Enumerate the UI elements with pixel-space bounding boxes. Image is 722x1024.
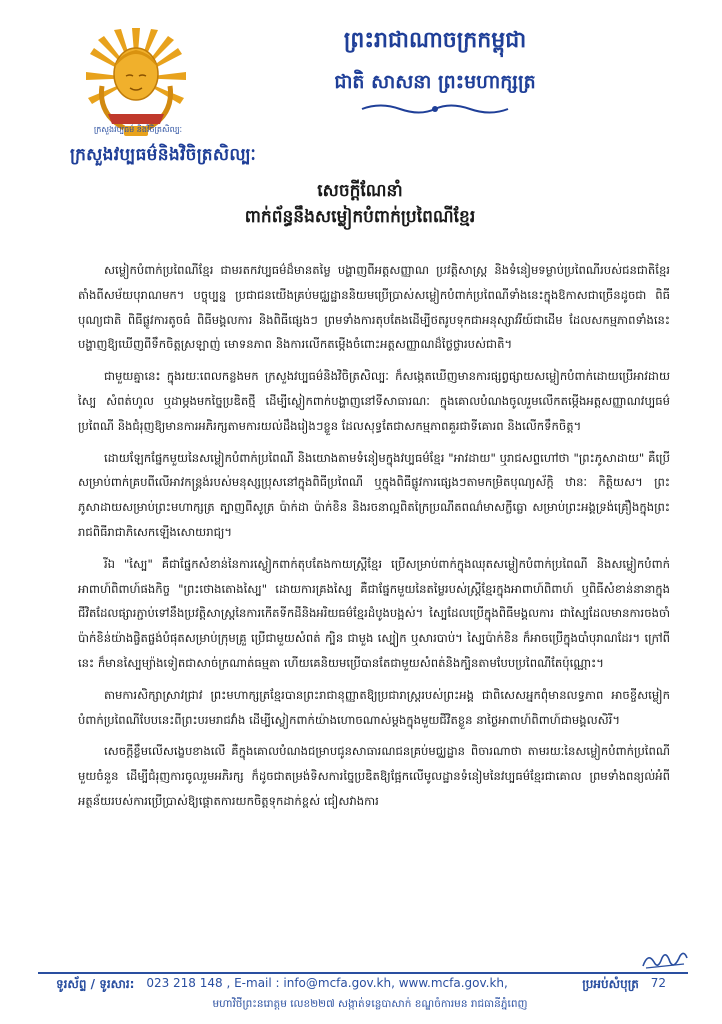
footer-contact: [56, 976, 666, 994]
document-subtitle: ពាក់ព័ន្ធនឹងសម្លៀកបំពាក់ប្រពៃណីខ្មែរ: [244, 207, 476, 227]
body-paragraph: ដោយឡែកផ្នែកមួយនៃសម្លៀកបំពាក់ប្រពៃណី និងយោងតាមទំនៀមក្នុងវប្បធម៌ខ្មែរ "អាវដាយ" ឬរាជសព្ទហៅថា "ព្រះភូសាដាយ" គឺប្រើសម្រាប់ពាក់គ្របពីលើអាវកន្រ្តង់របស់មនុស្សប្រុសនៅក្នុងពិធីប្រពៃណី ឬក្នុងពិធីផ្លូវការផ្សេងៗតាមកម្រិតបុណ្យស័ក្តិ ឋានៈ កិត្តិយស។ ព្រះភូសាដាយសម្រាប់ព្រះមហាក្សត្រ ត្បាញពីសូត្រ ប៉ាក់ដា ប៉ាក់ខិន និងរចនាល្អពិតក្រៃប្រណីតពណ៌មាសក្លីធ្លោ សម្រាប់ព្រះអង្គទ្រង់គ្រឿងក្នុងព្រះរាជពិធីរាជាភិសេកឡើងសោយរាជ្យ។: [78, 450, 670, 539]
contact-label: ទូរស័ព្ទ / ទូរសារ:: [56, 977, 135, 991]
document-body: [78, 258, 670, 950]
footer-address: មហាវិថីព្រះនរោត្តម លេខ២២៧ សង្កាត់ទន្លេបាសាក់ ខណ្ឌចំការមន រាជធានីភ្នំពេញ: [212, 998, 528, 1010]
body-paragraph: សម្លៀកបំពាក់ប្រពៃណីខ្មែរ ជាមរតកវប្បធម៌ដ៏មានតម្លៃ បង្ហាញពីអត្តសញ្ញាណ ប្រវត្តិសាស្ត្រ និងទំនៀមទម្លាប់ប្រពៃណីរបស់ជនជាតិខ្មែរតាំងពីសម័យបុរាណមក។ បច្ចុប្បន្ន ប្រជាជនយើងគ្រប់មជ្ឈដ្ឋាននិយមប្រើប្រាស់សម្លៀកបំពាក់ប្រពៃណីទាំងនេះក្នុងឱកាសជាច្រើនដូចជា ពិធីបុណ្យជាតិ ពិធីផ្លូវការតូចធំ ពិធីមង្គលការ និងពិធីផ្សេងៗ ព្រមទាំងការតុបតែងដើម្បីថតរូបទុកជាអនុស្សាវរីយ៍ជាដើម ដែលសកម្មភាពទាំងនេះបង្ហាញឱ្យឃើញពីទឹកចិត្តស្រឡាញ់ មោទនភាព និងការលើកតម្កើងចំពោះអត្តសញ្ញាណដ៏ថ្លៃថ្លារបស់ជាតិ។: [78, 263, 670, 352]
emblem-caption: ក្រសួងវប្បធម៌ និងវិចិត្រសិល្បៈ: [93, 125, 183, 134]
body-paragraph: តាមការសិក្សាស្រាវជ្រាវ ព្រះមហាក្សត្រខ្មែរបានព្រះរាជានុញ្ញាតឱ្យប្រជារាស្ត្ររបស់ព្រះអង្គ ជាពិសេសអ្នកពុំមានលទ្ធភាព អាចខ្ចីសម្លៀកបំពាក់ប្រពៃណីបែបនេះពីព្រះបរមរាជវាំង ដើម្បីស្លៀកពាក់យ៉ាងហោចណាស់ម្តងក្នុងមួយជីវិតខ្លួន នាថ្ងៃអាពាហ៍ពិពាហ៍ជាមង្គលសិរី។: [78, 687, 670, 727]
contact-details: 023 218 148 , E-mail : info@mcfa.gov.kh, www.mcfa.gov.kh,: [146, 976, 508, 990]
header-ornament: [360, 102, 510, 116]
body-paragraph: ជាមួយគ្នានេះ ក្នុងរយៈពេលកន្លងមក ក្រសួងវប្បធម៌និងវិចិត្រសិល្បៈ ក៏សង្កេតឃើញមានការផ្សព្វផ្សាយសម្លៀកបំពាក់ដោយប្រើអាវដាយ ស្បៃ សំពត់ហូល ឬដាម្ភងមកច្នៃប្រឌិតថ្មី ដើម្បីស្លៀកពាក់បង្ហាញនៅទីសាធារណៈ ក្នុងគោលបំណងចូលរួមលើកតម្កើងអត្តសញ្ញាណវប្បធម៌ប្រពៃណី និងជំរុញឱ្យមានការអភិរក្សតាមការយល់ដឹងរៀងៗខ្លួន ដែលសុទ្ធតែជាសកម្មភាពគួរជាទីគោរព និងលើកទឹកចិត្ត។: [78, 369, 670, 433]
po-box-number: 72: [650, 976, 666, 990]
footer-divider: [38, 972, 688, 974]
kingdom-title: ព្រះរាជាណាចក្រកម្ពុជា: [343, 28, 527, 53]
ministry-name: ក្រសួងវប្បធម៌និងវិចិត្រសិល្បៈ: [70, 145, 257, 165]
po-box: [582, 976, 666, 994]
document-title: សេចក្តីណែនាំ: [317, 181, 403, 201]
initials-signature: [640, 948, 690, 972]
body-paragraph: រីឯ "ស្បៃ" គឺជាផ្នែកសំខាន់នៃការស្លៀកពាក់តុបតែងកាយស្ត្រីខ្មែរ ប្រើសម្រាប់ពាក់ក្នុងឈុតសម្លៀកបំពាក់ប្រពៃណី និងសម្លៀកបំពាក់អាពាហ៍ពិពាហ៍ផងកិច្ច "ព្រះថោងតោងស្បៃ" ដោយការគ្រងស្បៃ គឺជាផ្នែកមួយនៃតម្លៃរបស់ស្ត្រីខ្មែរក្នុងអាពាហ៍ពិពាហ៍ ឬពិធីសំខាន់នានាក្នុងជីវិតដែលផ្សារភ្ជាប់ទៅនឹងប្រវត្តិសាស្ត្រនៃការកើតទីកដីនិងអរិយធម៌ខ្មែរដំបូងបង្អស់។ ស្បៃដែលប្រើក្នុងពិធីមង្គលការ ជាស្បៃដែលមានការចងចាំប៉ាក់ខិន់យ៉ាងផ្ចិតផ្ចង់បំផុតសម្រាប់ក្រុមគ្រួ ប្រើជាមួយសំពត់ ក្បិន ជាមួង ស្បៀក ឬសារបាប់។ ស្បៃប៉ាក់ខិន ក៏អាចប្រើក្នុងបាំបុរាណដែរ។ ក្រៅពីនេះ ក៏មានស្បៃម្យ៉ាងទៀតជាសាច់ក្រណាត់ធម្មតា ហើយគេនិយមប្រើបានតែជាមួយសំពត់និងក្បិនតាមបែបប្រពៃណីតែប៉ុណ្ណោះ។: [78, 556, 670, 670]
body-paragraph: សេចក្តីខ្លឹមលើសង្ខេបខាងលើ គឺក្នុងគោលបំណងជម្រាបជូនសាធារណជនគ្រប់មជ្ឈដ្ឋាន ពិចារណាថា តាមរយៈនៃសម្លៀកបំពាក់ប្រពៃណីមួយចំនួន ដើម្បីជំរុញការចូលរួមអភិរក្ស ក៏ដូចជាតម្រង់ទិសការច្នៃប្រឌិតឱ្យផ្អែកលើមូលដ្ឋានទំនៀមនៃវប្បធម៌ខ្មែរជាគោល ព្រមទាំងពន្យល់អំពីអត្ថន័យរបស់ការប្រើប្រាស់ឱ្យផ្តោតការយកចិត្តទុកដាក់ខ្ពស់ ជៀសវាងការ: [78, 744, 670, 808]
po-box-label: ប្រអប់សំបុត្រ: [582, 977, 639, 991]
national-motto: ជាតិ សាសនា ព្រះមហាក្សត្រ: [334, 71, 536, 93]
